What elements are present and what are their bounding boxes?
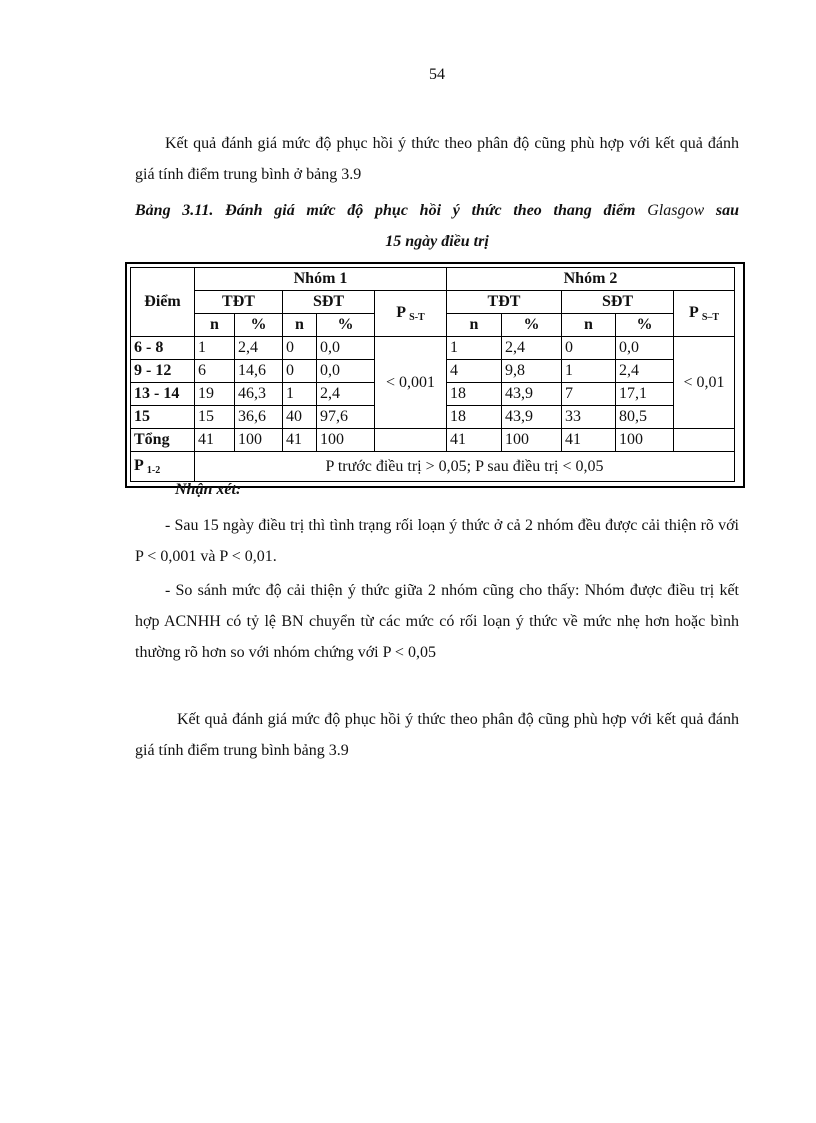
intro-text: Kết quả đánh giá mức độ phục hồi ý thức theo phân độ cũng phù hợp với kết quả đánh giá tính điểm trung bình ở bảng 3.9: [135, 135, 739, 183]
table-caption: [135, 195, 739, 257]
header-row-2: [131, 291, 735, 314]
p12-row: [131, 452, 735, 482]
table-row-total: [131, 429, 735, 452]
g1-tdt-pct: %: [235, 314, 283, 337]
caption-prefix: Bảng 3.11. Đánh giá mức độ phục hồi ý thức theo thang điểm: [135, 202, 636, 219]
table-row: [131, 337, 735, 360]
cell: 1: [562, 360, 616, 383]
remark-item-3: [135, 704, 739, 766]
cell: 46,3: [235, 383, 283, 406]
cell: 41: [195, 429, 235, 452]
g2-p-sub: S–T: [701, 312, 720, 323]
g1-p-header: [375, 291, 447, 337]
remark-item-2-text: - So sánh mức độ cải thiện ý thức giữa 2 nhóm cũng cho thấy: Nhóm được điều trị kết hợp ACNHH có tỷ lệ BN chuyển từ các mức có rối loạn ý thức về mức nhẹ hơn hoặc bình thường rõ hơn so với nhóm chứng với P < 0,05: [135, 582, 739, 661]
cell: 41: [447, 429, 502, 452]
cell: 17,1: [616, 383, 674, 406]
g1-sdt-pct: %: [317, 314, 375, 337]
cell: 100: [317, 429, 375, 452]
cell: 1: [283, 383, 317, 406]
g1-sdt-n: n: [283, 314, 317, 337]
cell: 0,0: [616, 337, 674, 360]
row-label: 6 - 8: [131, 337, 195, 360]
cell: 0: [283, 360, 317, 383]
g1-sdt-header: SĐT: [283, 291, 375, 314]
cell: 43,9: [502, 383, 562, 406]
cell: 7: [562, 383, 616, 406]
intro-paragraph: [135, 128, 739, 190]
g2-sdt-pct: %: [616, 314, 674, 337]
remarks-title: Nhận xét:: [175, 481, 242, 498]
row-label: 9 - 12: [131, 360, 195, 383]
cell: 6: [195, 360, 235, 383]
remark-item-1: [135, 510, 739, 572]
cell: 2,4: [235, 337, 283, 360]
g1-p-letter: P: [396, 304, 406, 321]
cell: 9,8: [502, 360, 562, 383]
g1-p-sub: S-T: [409, 312, 425, 323]
g2-p-letter: P: [688, 304, 698, 321]
remark-item-2: [135, 575, 739, 668]
cell: 100: [616, 429, 674, 452]
p12-sub: 1-2: [146, 465, 161, 476]
col-diem-header: Điểm: [131, 268, 195, 337]
cell: 14,6: [235, 360, 283, 383]
caption-suffix: sau: [715, 202, 740, 219]
g2-tdt-n: n: [447, 314, 502, 337]
p12-label: [131, 452, 195, 482]
group1-header: Nhóm 1: [195, 268, 447, 291]
cell: 19: [195, 383, 235, 406]
g2-tdt-pct: %: [502, 314, 562, 337]
cell: 0,0: [317, 360, 375, 383]
cell: 15: [195, 406, 235, 429]
header-row-1: [131, 268, 735, 291]
empty-cell: [375, 429, 447, 452]
cell: 97,6: [317, 406, 375, 429]
cell: 18: [447, 406, 502, 429]
cell: 2,4: [317, 383, 375, 406]
group2-header: Nhóm 2: [447, 268, 735, 291]
remark-item-1-text: - Sau 15 ngày điều trị thì tình trạng rối loạn ý thức ở cả 2 nhóm đều được cải thiện rõ với P < 0,001 và P < 0,01.: [135, 517, 739, 565]
page-number: 54: [429, 66, 445, 83]
caption-line-1: [135, 195, 739, 226]
cell: 43,9: [502, 406, 562, 429]
cell: 18: [447, 383, 502, 406]
cell: 2,4: [616, 360, 674, 383]
caption-glasgow: Glasgow: [647, 202, 705, 219]
cell: 1: [447, 337, 502, 360]
results-table: [130, 267, 735, 482]
cell: 0: [562, 337, 616, 360]
remark-item-3-text: Kết quả đánh giá mức độ phục hồi ý thức theo phân độ cũng phù hợp với kết quả đánh giá tính điểm trung bình bảng 3.9: [135, 711, 739, 759]
p12-letter: P: [134, 457, 143, 474]
g2-p-header: [674, 291, 735, 337]
cell: 41: [562, 429, 616, 452]
cell: 2,4: [502, 337, 562, 360]
cell: 41: [283, 429, 317, 452]
row-label: 15: [131, 406, 195, 429]
cell: 80,5: [616, 406, 674, 429]
cell: 1: [195, 337, 235, 360]
g1-p-value: < 0,001: [375, 337, 447, 429]
results-table-frame: [125, 262, 745, 488]
p12-text: P trước điều trị > 0,05; P sau điều trị < 0,05: [195, 452, 735, 482]
cell: 100: [235, 429, 283, 452]
cell: 0,0: [317, 337, 375, 360]
g2-tdt-header: TĐT: [447, 291, 562, 314]
row-label: Tổng: [131, 429, 195, 452]
cell: 36,6: [235, 406, 283, 429]
g2-sdt-header: SĐT: [562, 291, 674, 314]
cell: 33: [562, 406, 616, 429]
g2-sdt-n: n: [562, 314, 616, 337]
caption-line-2: 15 ngày điều trị: [385, 233, 489, 250]
row-label: 13 - 14: [131, 383, 195, 406]
cell: 0: [283, 337, 317, 360]
empty-cell: [674, 429, 735, 452]
cell: 4: [447, 360, 502, 383]
g2-p-value: < 0,01: [674, 337, 735, 429]
cell: 100: [502, 429, 562, 452]
cell: 40: [283, 406, 317, 429]
g1-tdt-header: TĐT: [195, 291, 283, 314]
g1-tdt-n: n: [195, 314, 235, 337]
